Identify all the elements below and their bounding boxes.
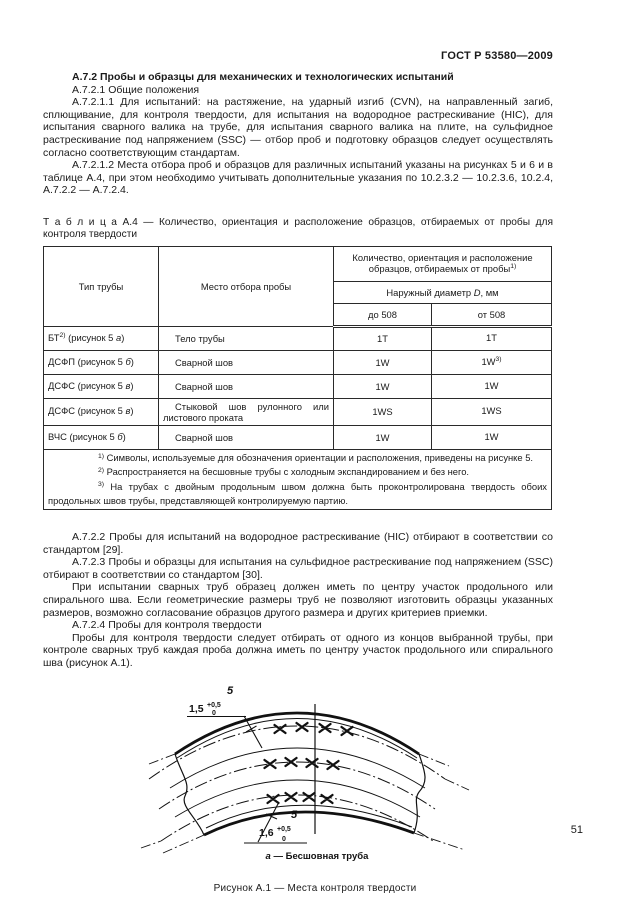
col-header-from-508: от 508	[432, 303, 552, 326]
bottom-depth-tolerance-lower: 0	[282, 835, 286, 843]
table-footnote-1: $^{1)}$ Символы, используемые для обозначения ориентации и расположения, приведены на рисунке 5.	[98, 452, 534, 464]
col-header-outer-diameter: Наружный диаметр D, мм	[334, 281, 552, 303]
page-number: 51	[570, 824, 583, 836]
table-row: БТ$^{2)}$ (рисунок 5 а) Тело трубы 1Т 1Т	[44, 326, 552, 350]
figure-subcaption: а — Бесшовная труба	[265, 850, 369, 862]
table-row: ДСФС (рисунок 5 в) Стыковой шов рулонного или листового проката 1WS 1WS	[44, 398, 552, 425]
bottom-dimension-leader	[244, 802, 307, 843]
paragraph-a723: А.7.2.3 Пробы и образцы для испытания на сульфидное растрескивание под напряжением (SSC) отбирают в соответствии со стандартом [30].	[43, 556, 553, 581]
hardness-marks-outer-row	[275, 723, 353, 735]
section-heading: А.7.2 Пробы и образцы для механических и технологических испытаний	[72, 71, 454, 83]
extension-bottom-left-2	[141, 841, 161, 848]
pipe-left-cut-edge	[175, 754, 204, 835]
paragraph-welded-pipes: При испытании сварных труб образец должен иметь по центру участок продольного или спирального шва. Если геометрические размеры труб не позволяют изготовить образцы указанных размеров, возможно согласование образцов другого размера и других критериев приемки.	[43, 581, 553, 619]
page-content	[43, 71, 553, 894]
footnote-ref-1: 1)	[510, 263, 517, 271]
top-depth-label: 1,5	[189, 702, 204, 715]
col-header-quantity: Количество, ориентация и расположение образцов, отбираемых от пробы$^{1)}$	[334, 246, 552, 281]
top-spacing-label: 5	[227, 684, 234, 697]
paragraph-hardness: Пробы для контроля твердости следует отбирать от одного из концов выбранной трубы, при контроле сварных труб каждая проба должна иметь по центру участок продольного или спирального шва (рисунок А.1).	[43, 631, 553, 669]
table-footnote-3: $^{3)}$ На трубах с двойным продольным швом должна быть проконтролирована твердость обоих продольных швов трубы, представляющей контролируемую партию.	[48, 480, 547, 506]
extension-bottom-right	[414, 833, 465, 850]
bottom-depth-tolerance-upper: +0,5	[277, 825, 291, 833]
col-header-sample-place: Место отбора пробы	[159, 246, 334, 326]
table-footnotes-row	[44, 450, 552, 510]
top-depth-tolerance-upper: +0,5	[207, 701, 221, 709]
extension-right-centerline	[445, 779, 469, 790]
extension-bottom-left	[163, 835, 204, 853]
paragraph-a724: А.7.2.4 Пробы для контроля твердости	[72, 619, 262, 632]
paragraph-a722: А.7.2.2 Пробы для испытаний на водородное растрескивание (HIC) отбирают в соответствии со стандартом [29].	[43, 530, 553, 556]
table-row: ВЧС (рисунок 5 б) Сварной шов 1W 1W	[44, 426, 552, 450]
bottom-spacing-label: 5	[291, 808, 298, 821]
table-footnote-2: $^{2)}$ Распространяется на бесшовные трубы с холодным экспандированием и без него.	[98, 466, 470, 478]
figure-caption: Рисунок А.1 — Места контроля твердости	[213, 882, 417, 894]
extension-top-left	[149, 754, 175, 764]
top-dimension-leader	[187, 716, 262, 748]
bottom-depth-label: 1,6	[259, 826, 274, 839]
extension-top-right	[419, 754, 449, 766]
col-header-pipe-type: Тип трубы	[44, 246, 159, 326]
standard-number: ГОСТ Р 53580—2009	[441, 50, 553, 62]
figure-a1	[75, 678, 555, 894]
table-a4	[43, 246, 552, 510]
top-depth-tolerance-lower: 0	[212, 709, 216, 717]
table-row: ДСФП (рисунок 5 б) Сварной шов 1W $1W^{3)}$	[44, 350, 552, 374]
subsection-heading: А.7.2.1 Общие положения	[72, 83, 200, 96]
col-header-upto-508: до 508	[334, 303, 432, 326]
hardness-row-outer-centerline	[149, 726, 445, 779]
paragraph-a7211: А.7.2.1.1 Для испытаний: на растяжение, на ударный изгиб (CVN), на направленный загиб, сплющивание, для контроля твердости, для испытания на водородное растрескивание (HIC), для испытания сварного валика на трубе, для испытания сварного валика на плите, на сульфидное растрескивание под напряжением (SSC) — отбор проб и подготовку образцов следует осуществлять согласно соответствующим стандартам.	[43, 96, 553, 159]
table-title: Т а б л и ц а А.4 — Количество, ориентация и расположение образцов, отбираемых от пробы для контроля твердости	[43, 216, 553, 241]
pipe-inner-surface-thin	[206, 805, 412, 828]
pipe-right-cut-edge	[414, 754, 425, 833]
pipe-section-drawing	[75, 678, 555, 868]
table-row: ДСФС (рисунок 5 в) Сварной шов 1W 1W	[44, 374, 552, 398]
hardness-marks-inner-row	[268, 793, 333, 803]
paragraph-a7212: А.7.2.1.2 Места отбора проб и образцов для различных испытаний указаны на рисунках 5 и 6 и в таблице А.4, при этом необходимо учитывать дополнительные указания по 10.2.3.2 — 10.2.3.6, 10.2.4, А.7.2.2 — А.7.2.4.	[43, 159, 553, 197]
